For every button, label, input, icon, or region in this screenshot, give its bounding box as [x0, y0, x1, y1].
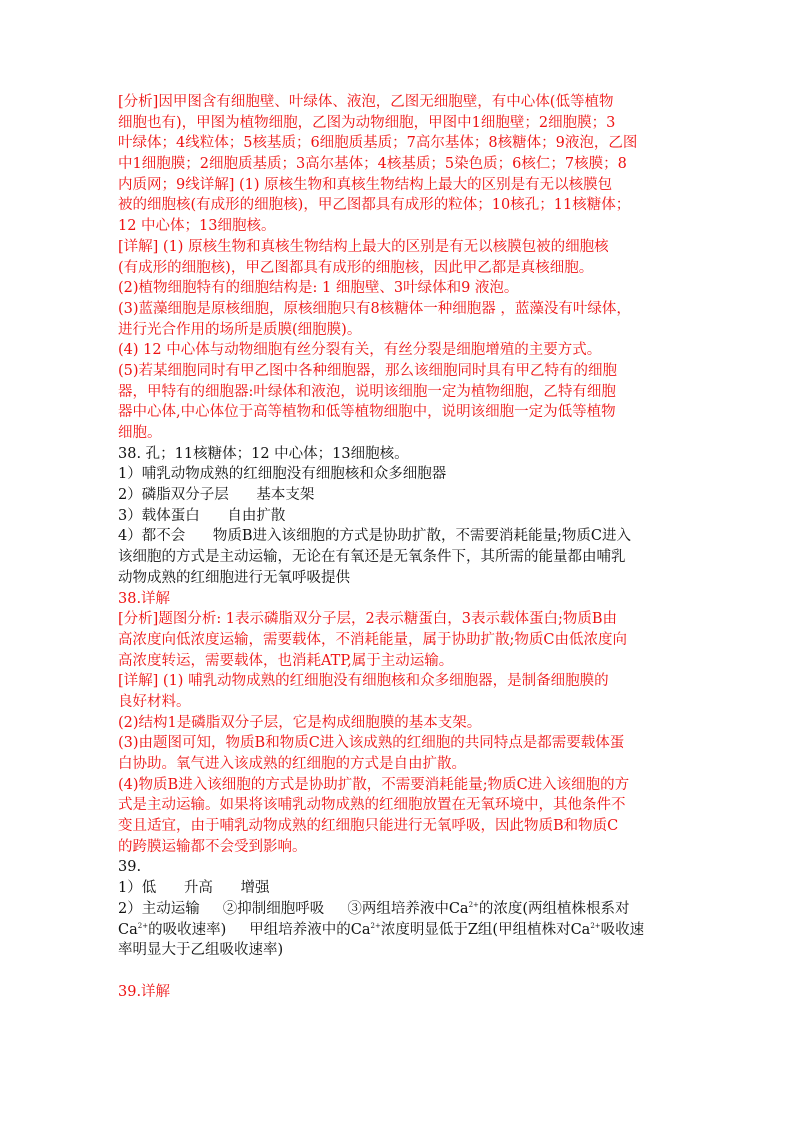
document-page — [118, 92, 682, 1002]
q39-line2-superscript: 2+ — [468, 900, 479, 909]
q37-detail-line: (有成形的细胞核)，甲乙图都具有成形的细胞核，因此甲乙都是真核细胞。 — [118, 259, 594, 276]
q37-analysis-line: [分析]因甲图含有细胞壁、叶绿体、液泡，乙图无细胞壁，有中心体(低等植物 — [118, 94, 614, 110]
q38-explain-block — [118, 609, 682, 857]
q37-analysis-line: 细胞也有)，甲图为植物细胞，乙图为动物细胞，甲图中1细胞壁；2细胞膜；3 — [118, 114, 616, 131]
q38-explain-line: [详解] (1) 哺乳动物成熟的红细胞没有细胞核和众多细胞器，是制备细胞膜的 — [118, 673, 609, 690]
q37-analysis-block — [118, 92, 682, 237]
q38-explain-line: 高浓度转运，需要载体，也消耗ATP,属于主动运输。 — [118, 652, 454, 669]
q37-detail-line: (3)蓝藻细胞是原核细胞，原核细胞只有8核糖体一种细胞器 ，蓝藻没有叶绿体， — [118, 300, 631, 317]
q37-analysis-line: 12 中心体；13细胞核。 — [118, 218, 276, 235]
q39-line3-text-d: 吸收速 — [600, 921, 645, 938]
q38-answer-line: 该细胞的方式是主动运输，无论在有氧还是无氧条件下，其所需的能量都由哺乳 — [118, 549, 626, 566]
q37-detail-block — [118, 237, 682, 444]
q38-explain-line: (4)物质B进入该细胞的方式是协助扩散，不需要消耗能量;物质C进入该细胞的方 — [118, 776, 630, 793]
q39-line3-text-c: 浓度明显低于Z组(甲组植株对Ca — [380, 921, 591, 938]
q38-answer-line: 3）载体蛋白 自由扩散 — [118, 507, 286, 524]
q39-answer-line-1: 1）低 升高 增强 — [118, 880, 270, 897]
q38-explain-line: (3)由题图可知，物质B和物质C进入该成熟的红细胞的共同特点是都需要载体蛋 — [118, 735, 625, 752]
q38-explain-line: 的跨膜运输都不会受到影响。 — [118, 838, 307, 855]
q39-answer-line-3 — [118, 920, 682, 941]
q39-answer-line-2 — [118, 899, 682, 920]
q39-number: 39. — [118, 859, 142, 876]
blank-line — [118, 961, 682, 982]
q38-answer-line: 2）磷脂双分子层 基本支架 — [118, 487, 315, 504]
q39-line2-text-b: 的浓度(两组植株根系对 — [478, 900, 630, 917]
q38-explain-line: [分析]题图分析: 1表示磷脂双分子层，2表示糖蛋白，3表示载体蛋白;物质B由 — [118, 611, 618, 628]
q38-explain-line: 变且适宜，由于哺乳动物成熟的红细胞只能进行无氧呼吸，因此物质B和物质C — [118, 818, 619, 835]
q38-explain-line: 白协助。氧气进入该成熟的红细胞的方式是自由扩散。 — [118, 756, 466, 772]
q37-analysis-line: 中1细胞膜；2细胞质基质；3高尔基体；4核基质；5染色质；6核仁；7核膜；8 — [118, 156, 627, 173]
q37-detail-line: 器，甲特有的细胞器:叶绿体和液泡，说明该细胞一定为植物细胞，乙特有细胞 — [118, 383, 616, 400]
q39-line2-text-a: 2）主动运输 ②抑制细胞呼吸 ③两组培养液中Ca — [118, 900, 469, 917]
q38-answer-line: 38. 孔；11核糖体；12 中心体；13细胞核。 — [118, 445, 409, 462]
q38-explain-heading: 38.详解 — [118, 590, 171, 607]
q39-answer-line-4: 率明显大于乙组吸收速率) — [118, 942, 284, 959]
q39-line3-text-a: Ca — [118, 921, 138, 938]
q37-analysis-line: 被的细胞核(有成形的细胞核)，甲乙图都具有成形的粒体；10核孔；11核糖体； — [118, 197, 631, 214]
q39-line3-superscript-1: 2+ — [137, 921, 149, 930]
q38-explain-line: (2)结构1是磷脂双分子层，它是构成细胞膜的基本支架。 — [118, 714, 482, 731]
q37-detail-line: 器中心体,中心体位于高等植物和低等植物细胞中，说明该细胞一定为低等植物 — [118, 404, 616, 421]
q38-explain-line: 良好材料。 — [118, 693, 191, 710]
q38-answer-block — [118, 444, 682, 589]
q37-detail-line: (2)植物细胞特有的细胞结构是: 1 细胞壁、3叶绿体和9 液泡。 — [118, 280, 519, 297]
q38-explain-line: 式是主动运输。如果将该哺乳动物成熟的红细胞放置在无氧环境中，其他条件不 — [118, 797, 626, 814]
q39-line3-superscript-2: 2+ — [370, 921, 381, 930]
q39-explain-heading: 39.详解 — [118, 983, 171, 1000]
q37-detail-line: 细胞。 — [118, 425, 162, 441]
q37-detail-line: (5)若某细胞同时有甲乙图中各种细胞器，那么该细胞同时具有甲乙特有的细胞 — [118, 362, 618, 379]
q38-answer-line: 1）哺乳动物成熟的红细胞没有细胞核和众多细胞器 — [118, 466, 447, 483]
q37-analysis-line: 内质网；9线详解] (1) 原核生物和真核生物结构上最大的区别是有无以核膜包 — [118, 176, 613, 193]
q37-detail-line: (4) 12 中心体与动物细胞有丝分裂有关，有丝分裂是细胞增殖的主要方式。 — [118, 342, 602, 359]
q37-detail-line: [详解] (1) 原核生物和真核生物结构上最大的区别是有无以核膜包被的细胞核 — [118, 238, 609, 255]
q38-answer-line: 动物成熟的红细胞进行无氧呼吸提供 — [118, 569, 350, 586]
q37-analysis-line: 叶绿体；4线粒体；5核基质；6细胞质基质；7高尔基体；8核糖体；9液泡，乙图 — [118, 135, 638, 152]
q39-line3-text-b: 的吸收速率) 甲组培养液中的Ca — [148, 921, 371, 938]
q38-explain-line: 高浓度向低浓度运输，需要载体，不消耗能量，属于协助扩散;物质C由低浓度向 — [118, 631, 627, 648]
q37-detail-line: 进行光合作用的场所是质膜(细胞膜)。 — [118, 321, 362, 338]
q38-answer-line: 4）都不会 物质B进入该细胞的方式是协助扩散，不需要消耗能量;物质C进入 — [118, 528, 632, 545]
q39-line3-superscript-3: 2+ — [590, 921, 601, 930]
